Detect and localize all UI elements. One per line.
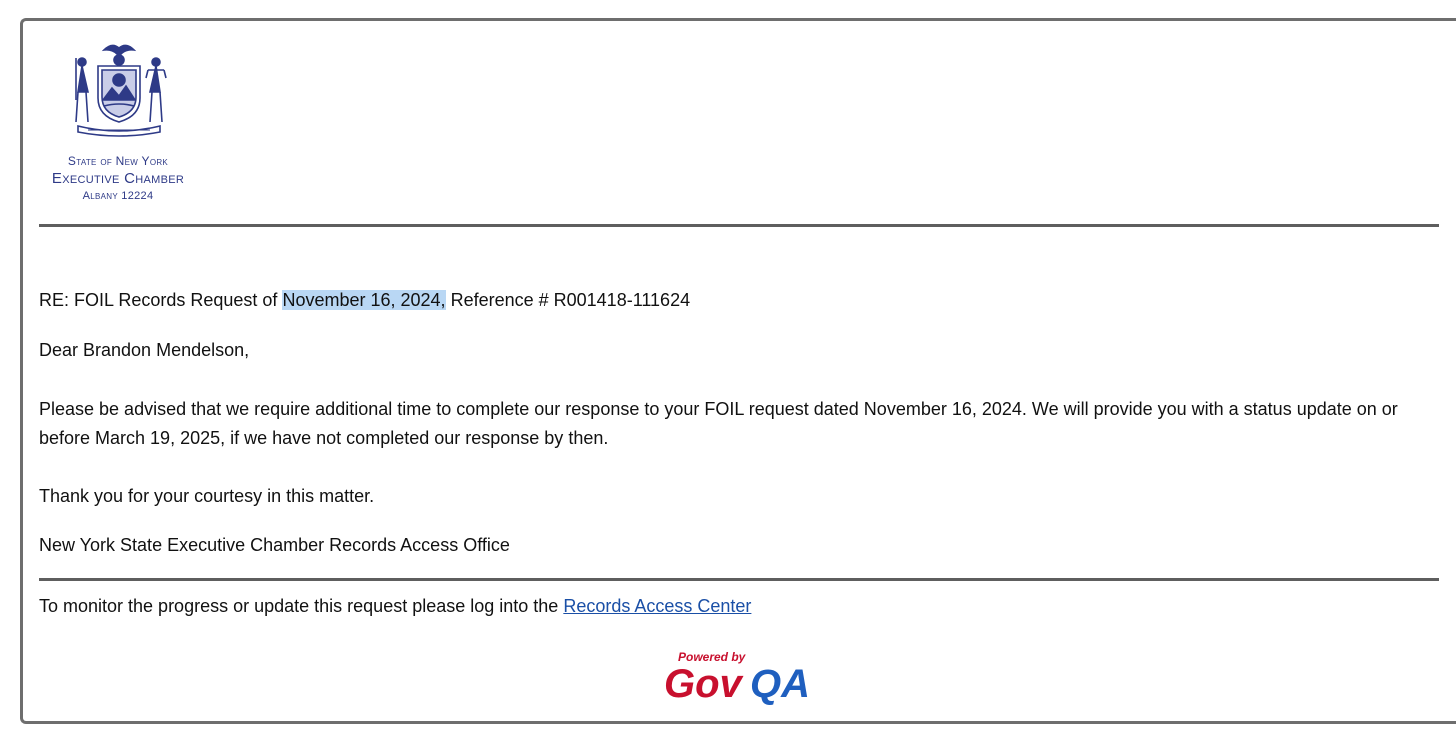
thanks-line: Thank you for your courtesy in this matter. — [39, 486, 375, 506]
header-divider — [39, 224, 1439, 227]
body-paragraph: Please be advised that we require additional time to complete our response to your FOIL request dated November 16, 2024. We will provide you with a status update on or before March 19, 2025, if we have not completed our response by then. — [39, 399, 1398, 448]
monitor-text: To monitor the progress or update this request please log into the — [39, 596, 559, 616]
state-seal-icon — [60, 40, 178, 140]
subject-line — [39, 286, 690, 315]
subject-date-highlighted: November 16, 2024, — [282, 290, 446, 310]
letterhead-line-2: Executive Chamber — [51, 170, 185, 187]
svg-text:Gov: Gov — [664, 662, 742, 705]
records-access-center-link[interactable]: Records Access Center — [563, 596, 752, 616]
govqa-logo — [664, 647, 820, 705]
monitor-line — [39, 592, 751, 621]
letterhead-line-1: State of New York — [67, 154, 169, 168]
powered-by-text: Powered by — [678, 650, 746, 664]
greeting: Dear Brandon Mendelson, — [39, 340, 250, 360]
letterhead-line-3: Albany 12224 — [82, 190, 154, 202]
subject-prefix: RE: FOIL Records Request of — [39, 290, 278, 310]
svg-text:QA: QA — [750, 662, 810, 705]
subject-reference: Reference # R001418-111624 — [450, 290, 691, 310]
letterhead — [40, 154, 196, 204]
footer-divider — [39, 578, 1439, 581]
signature: New York State Executive Chamber Records Access Office — [39, 535, 510, 555]
